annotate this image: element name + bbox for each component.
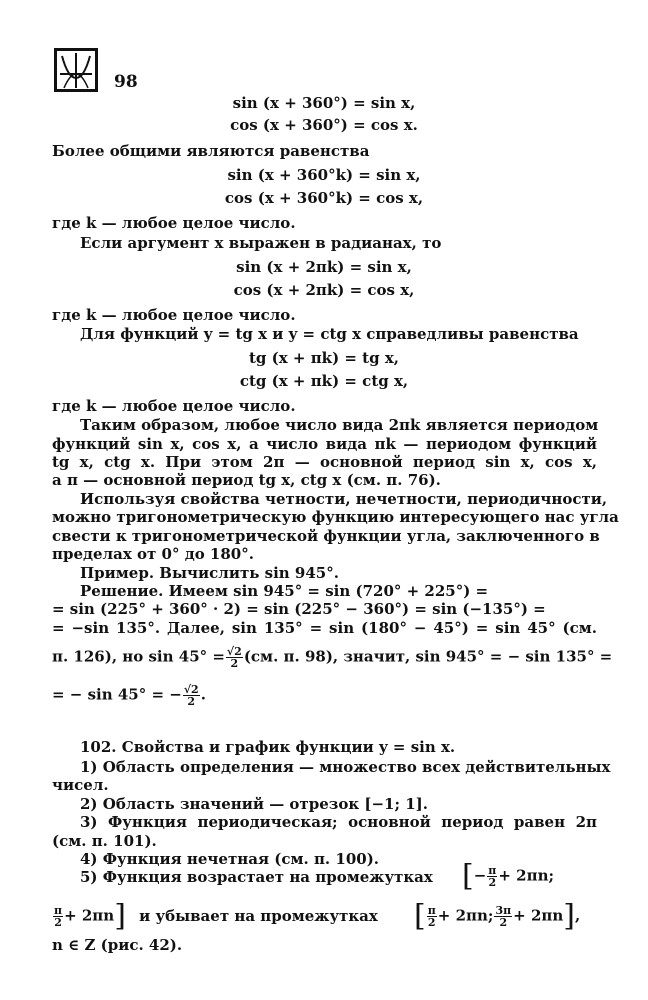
formula-line: cos (x + 2πk) = cos x, — [233, 281, 415, 299]
interval-decrease: [ $\frac{\pi}{2}$ + 2πn; $\frac{3\pi}{2}$ + 2πn], — [414, 898, 581, 934]
formula-line: cos (x + 360°) = cos x. — [230, 116, 418, 134]
interval-increase-2: $\frac{\pi}{2}$ + 2πn] и убывает на промежутках — [54, 898, 378, 934]
text-line: а π — основной период tg x, ctg x (см. п. 76). — [52, 471, 441, 489]
text-line: где k — любое целое число. — [52, 214, 296, 232]
text-line: где k — любое целое число. — [52, 397, 296, 415]
section-title: 102. Свойства и график функции y = sin x. — [80, 738, 456, 756]
formula-line: sin (x + 2πk) = sin x, — [236, 258, 412, 276]
text-line: Используя свойства четности, нечетности, периодичности, — [80, 490, 608, 508]
formula-line: sin (x + 360°) = sin x, — [232, 94, 416, 112]
text-line: пределах от 0° до 180°. — [52, 545, 254, 563]
fraction: $\frac{√2}{2}$ — [183, 683, 199, 708]
text-line: Решение. Имеем sin 945° = sin (720° + 225°) = — [80, 582, 489, 600]
text-line: функций sin x, cos x, а число вида πk — периодом функций — [52, 435, 597, 453]
text-line: где k — любое целое число. — [52, 306, 296, 324]
text-line: чисел. — [52, 776, 109, 794]
text-line: = sin (225° + 360° · 2) = sin (225° − 360°) = sin (−135°) = — [52, 600, 546, 618]
text-line: 4) Функция нечетная (см. п. 100). — [80, 850, 380, 868]
page-number: 98 — [114, 72, 138, 92]
text-line: 3) Функция периодическая; основной период равен 2π — [80, 813, 597, 831]
text-line: Пример. Вычислить sin 945°. — [80, 564, 339, 582]
text-line: Таким образом, любое число вида 2πk является периодом — [80, 416, 599, 434]
text-line: (см. п. 101). — [52, 832, 157, 850]
text-line: 1) Область определения — множество всех действительных — [80, 758, 611, 776]
text-line: 2) Область значений — отрезок [−1; 1]. — [80, 795, 429, 813]
interval-increase-1: [− $\frac{\pi}{2}$ + 2πn; — [462, 858, 555, 894]
formula-line: п. 126), но sin 45° = $\frac{√2}{2}$ (см. п. 98), значит, sin 945° = − sin 135° = — [52, 645, 613, 670]
text-line: Для функций y = tg x и y = ctg x справедливы равенства — [80, 325, 579, 343]
text-line: Более общими являются равенства — [52, 142, 370, 160]
text-line: n ∈ Z (рис. 42). — [52, 936, 183, 954]
text-line: tg x, ctg x. При этом 2π — основной период sin x, cos x, — [52, 453, 597, 471]
formula-line: = − sin 45° = − $\frac{√2}{2}$ . — [52, 683, 206, 708]
text-line: свести к тригонометрической функции угла, заключенного в — [52, 527, 600, 545]
text-line: 5) Функция возрастает на промежутках — [80, 868, 433, 886]
fraction: $\frac{√2}{2}$ — [226, 645, 242, 670]
formula-line: ctg (x + πk) = ctg x, — [239, 372, 409, 390]
formula-line: tg (x + πk) = tg x, — [249, 349, 399, 367]
formula-line: sin (x + 360°k) = sin x, — [227, 166, 421, 184]
formula-line: cos (x + 360°k) = cos x, — [224, 189, 424, 207]
text-line: = −sin 135°. Далее, sin 135° = sin (180° − 45°) = sin 45° (см. — [52, 619, 597, 637]
graph-logo-icon — [54, 48, 98, 92]
text-line: можно тригонометрическую функцию интересующего нас угла — [52, 508, 619, 526]
text-line: Если аргумент x выражен в радианах, то — [80, 234, 442, 252]
